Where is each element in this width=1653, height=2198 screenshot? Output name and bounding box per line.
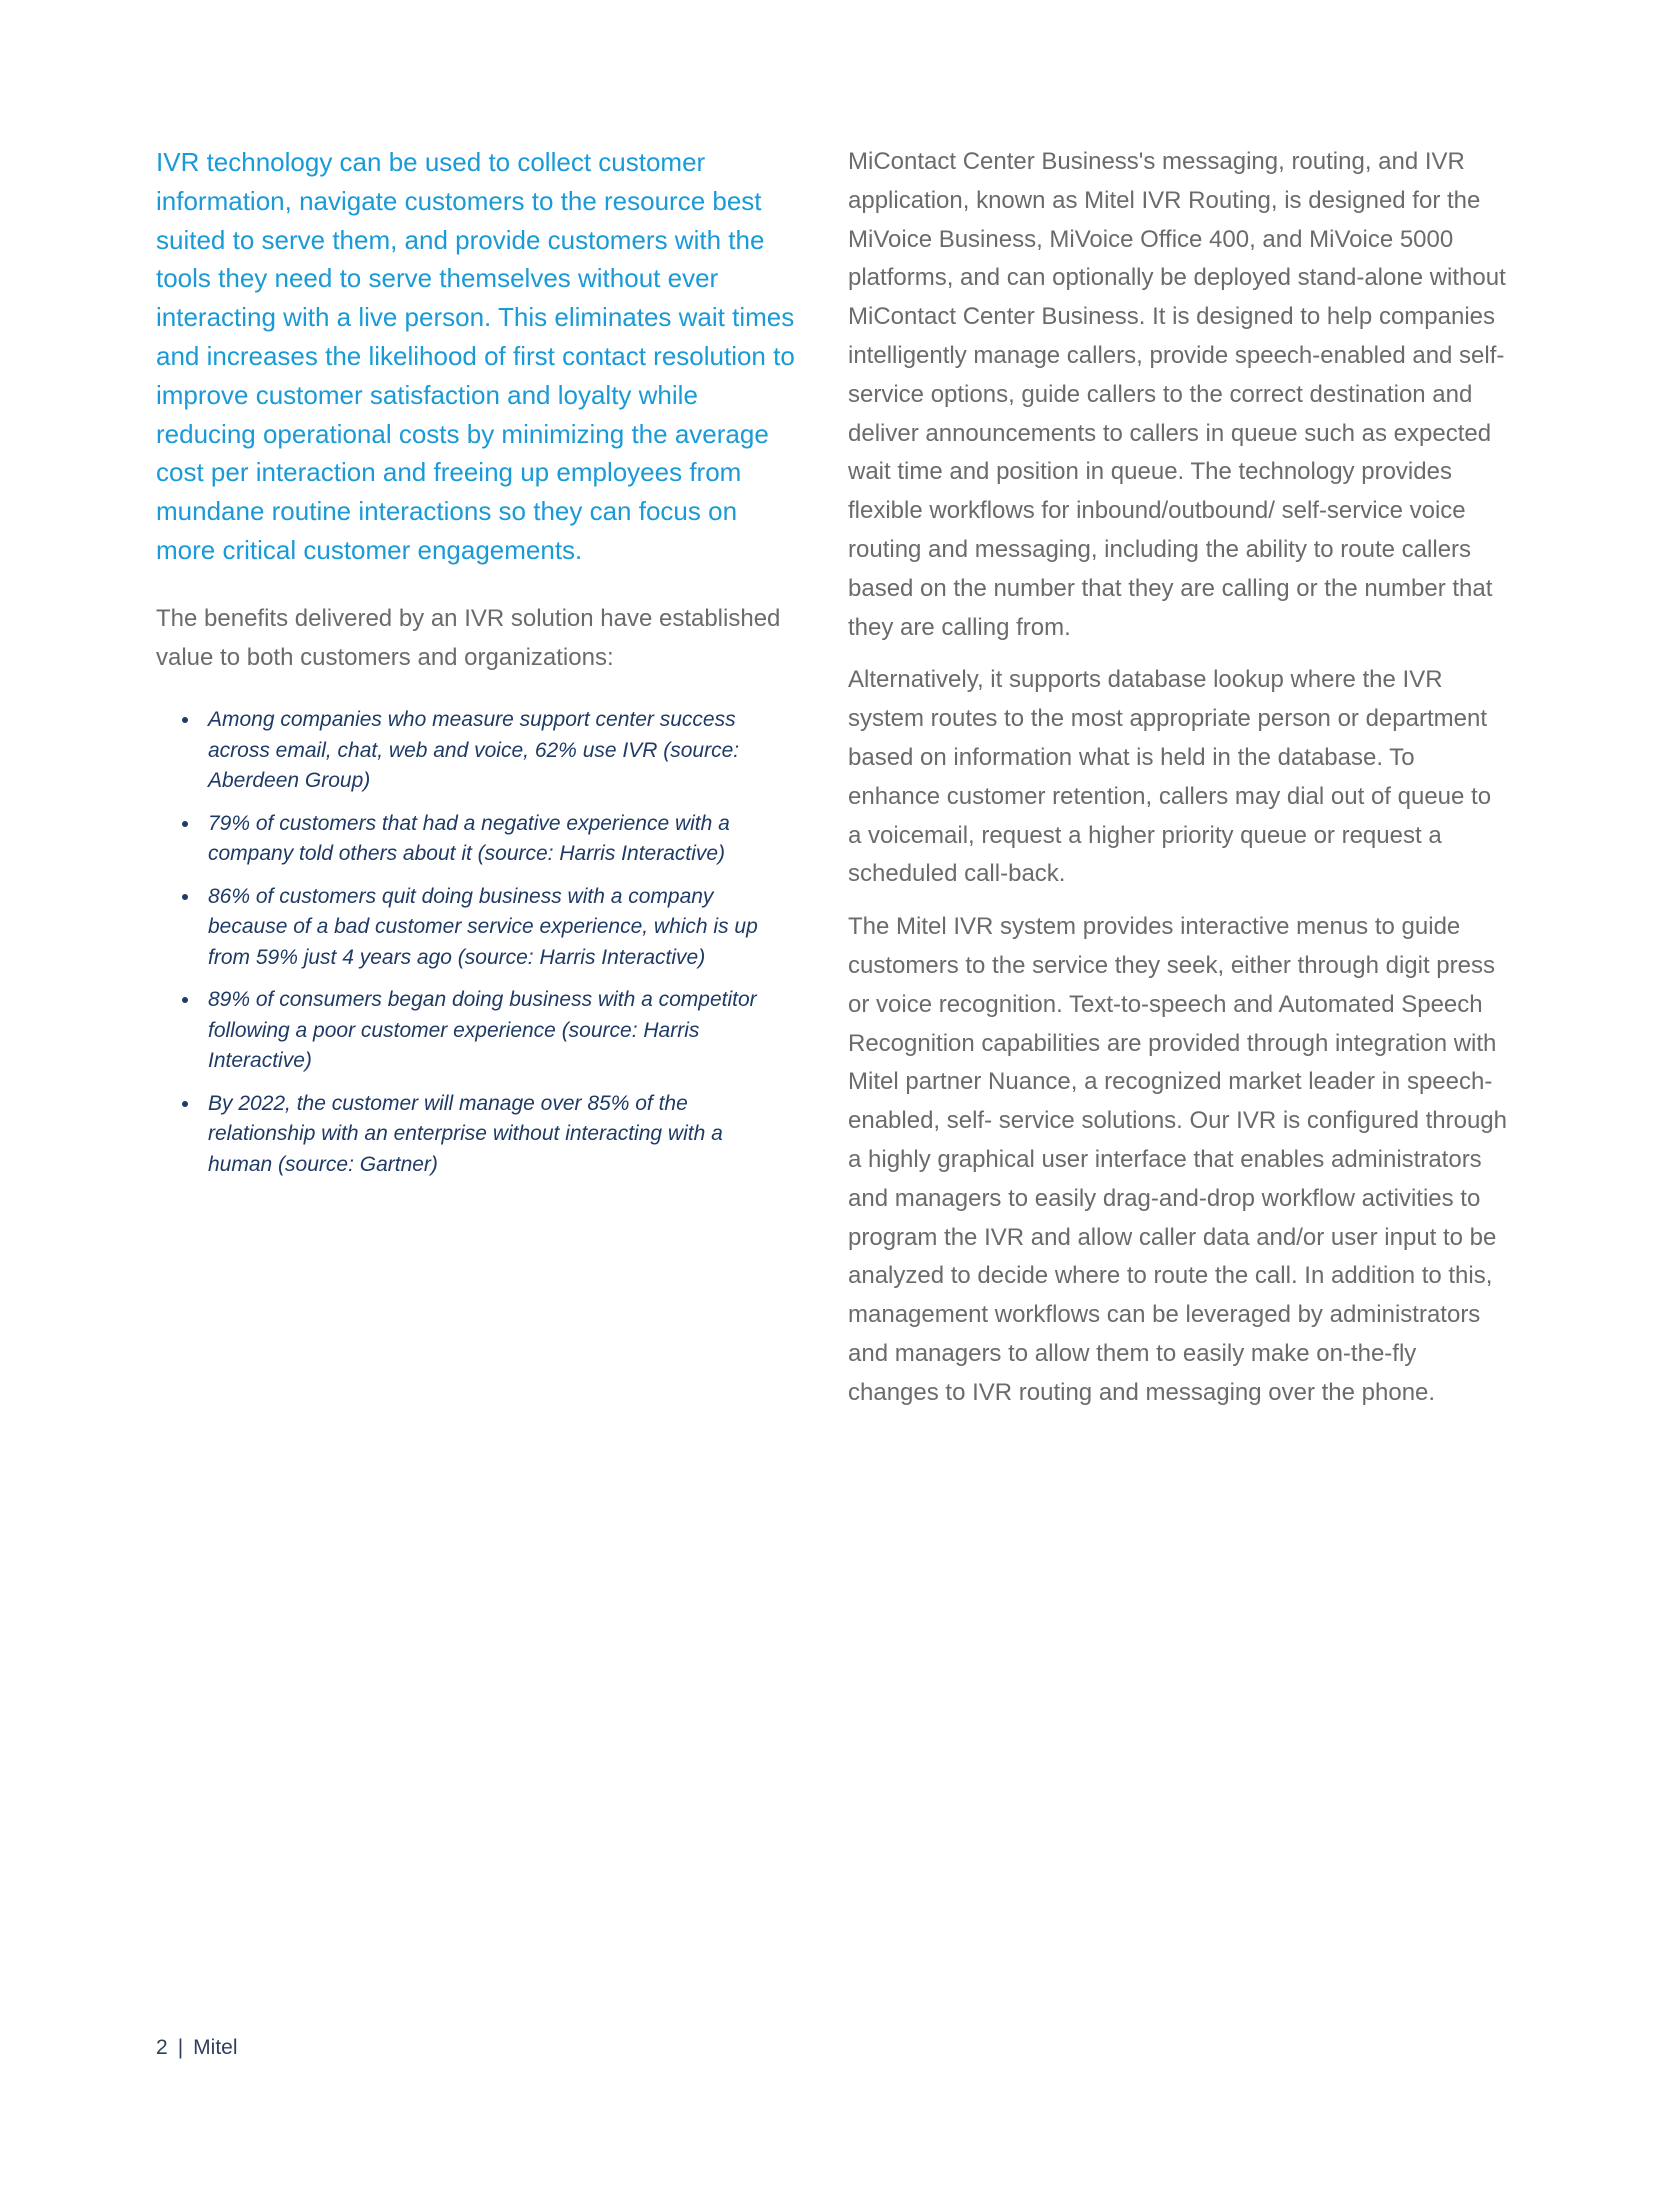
list-item (156, 882, 768, 974)
bullet-icon (182, 997, 188, 1003)
page-number: 2 (156, 2036, 168, 2059)
right-column (848, 143, 1508, 1427)
list-item-text: 89% of consumers began doing business with a competitor following a poor customer experience (source: Harris Interactive) (208, 988, 757, 1073)
bullet-icon (182, 1101, 188, 1107)
list-item (156, 1089, 768, 1181)
footer-separator: | (177, 2036, 184, 2059)
list-item (156, 705, 768, 797)
left-column (156, 143, 796, 1192)
bullet-icon (182, 717, 188, 723)
list-item (156, 809, 768, 870)
intro-paragraph: IVR technology can be used to collect customer information, navigate customers to the resource best suited to serve them, and provide customers with the tools they need to serve themselves without ever interacting with a live person. This eliminates wait times and increases the likelihood of first contact resolution to improve customer satisfaction and loyalty while reducing operational costs by minimizing the average cost per interaction and freeing up employees from mundane routine interactions so they can focus on more critical customer engagements. (156, 147, 795, 565)
bullet-icon (182, 894, 188, 900)
list-item-text: Among companies who measure support center success across email, chat, web and voice, 62% use IVR (source: Aberdeen Group) (208, 708, 740, 793)
page-footer (156, 2033, 238, 2063)
list-item-text: 86% of customers quit doing business with a company because of a bad customer service experience, which is up from 59% just 4 years ago (source: Harris Interactive) (208, 884, 758, 969)
bullet-icon (182, 821, 188, 827)
ivr-menus-paragraph: The Mitel IVR system provides interactive menus to guide customers to the service they seek, either through digit press or voice recognition. Text-to-speech and Automated Speech Recognition capabilities are provided through integration with Mitel partner Nuance, a recognized market leader in speech-enabled, self- service solutions. Our IVR is configured through a highly graphical user interface that enables administrators and managers to easily drag-and-drop workflow activities to program the IVR and allow caller data and/or user input to be analyzed to decide where to route the call. In addition to this, management workflows can be leveraged by administrators and managers to allow them to easily make on-the-fly changes to IVR routing and messaging over the phone. (848, 913, 1508, 1406)
benefits-intro: The benefits delivered by an IVR solution have established value to both customers and organizations: (156, 604, 781, 671)
database-lookup-paragraph: Alternatively, it supports database lookup where the IVR system routes to the most appropriate person or department based on information what is held in the database. To enhance customer retention, callers may dial out of queue to a voicemail, request a higher priority queue or request a scheduled call-back. (848, 666, 1492, 888)
routing-paragraph: MiContact Center Business's messaging, routing, and IVR application, known as Mitel IVR Routing, is designed for the MiVoice Business, MiVoice Office 400, and MiVoice 5000 platforms, and can optionally be deployed stand-alone without MiContact Center Business. It is designed to help companies intelligently manage callers, provide speech-enabled and self-service options, guide callers to the correct destination and deliver announcements to callers in queue such as expected wait time and position in queue. The technology provides flexible workflows for inbound/outbound/ self-service voice routing and messaging, including the ability to route callers based on the number that they are calling or the number that they are calling from. (848, 148, 1506, 641)
list-item-text: By 2022, the customer will manage over 85% of the relationship with an enterprise without interacting with a human (source: Gartner) (208, 1091, 723, 1176)
benefits-list (156, 705, 796, 1180)
list-item-text: 79% of customers that had a negative experience with a company told others about it (source: Harris Interactive) (208, 811, 730, 866)
list-item (156, 985, 768, 1077)
footer-brand: Mitel (193, 2036, 238, 2059)
